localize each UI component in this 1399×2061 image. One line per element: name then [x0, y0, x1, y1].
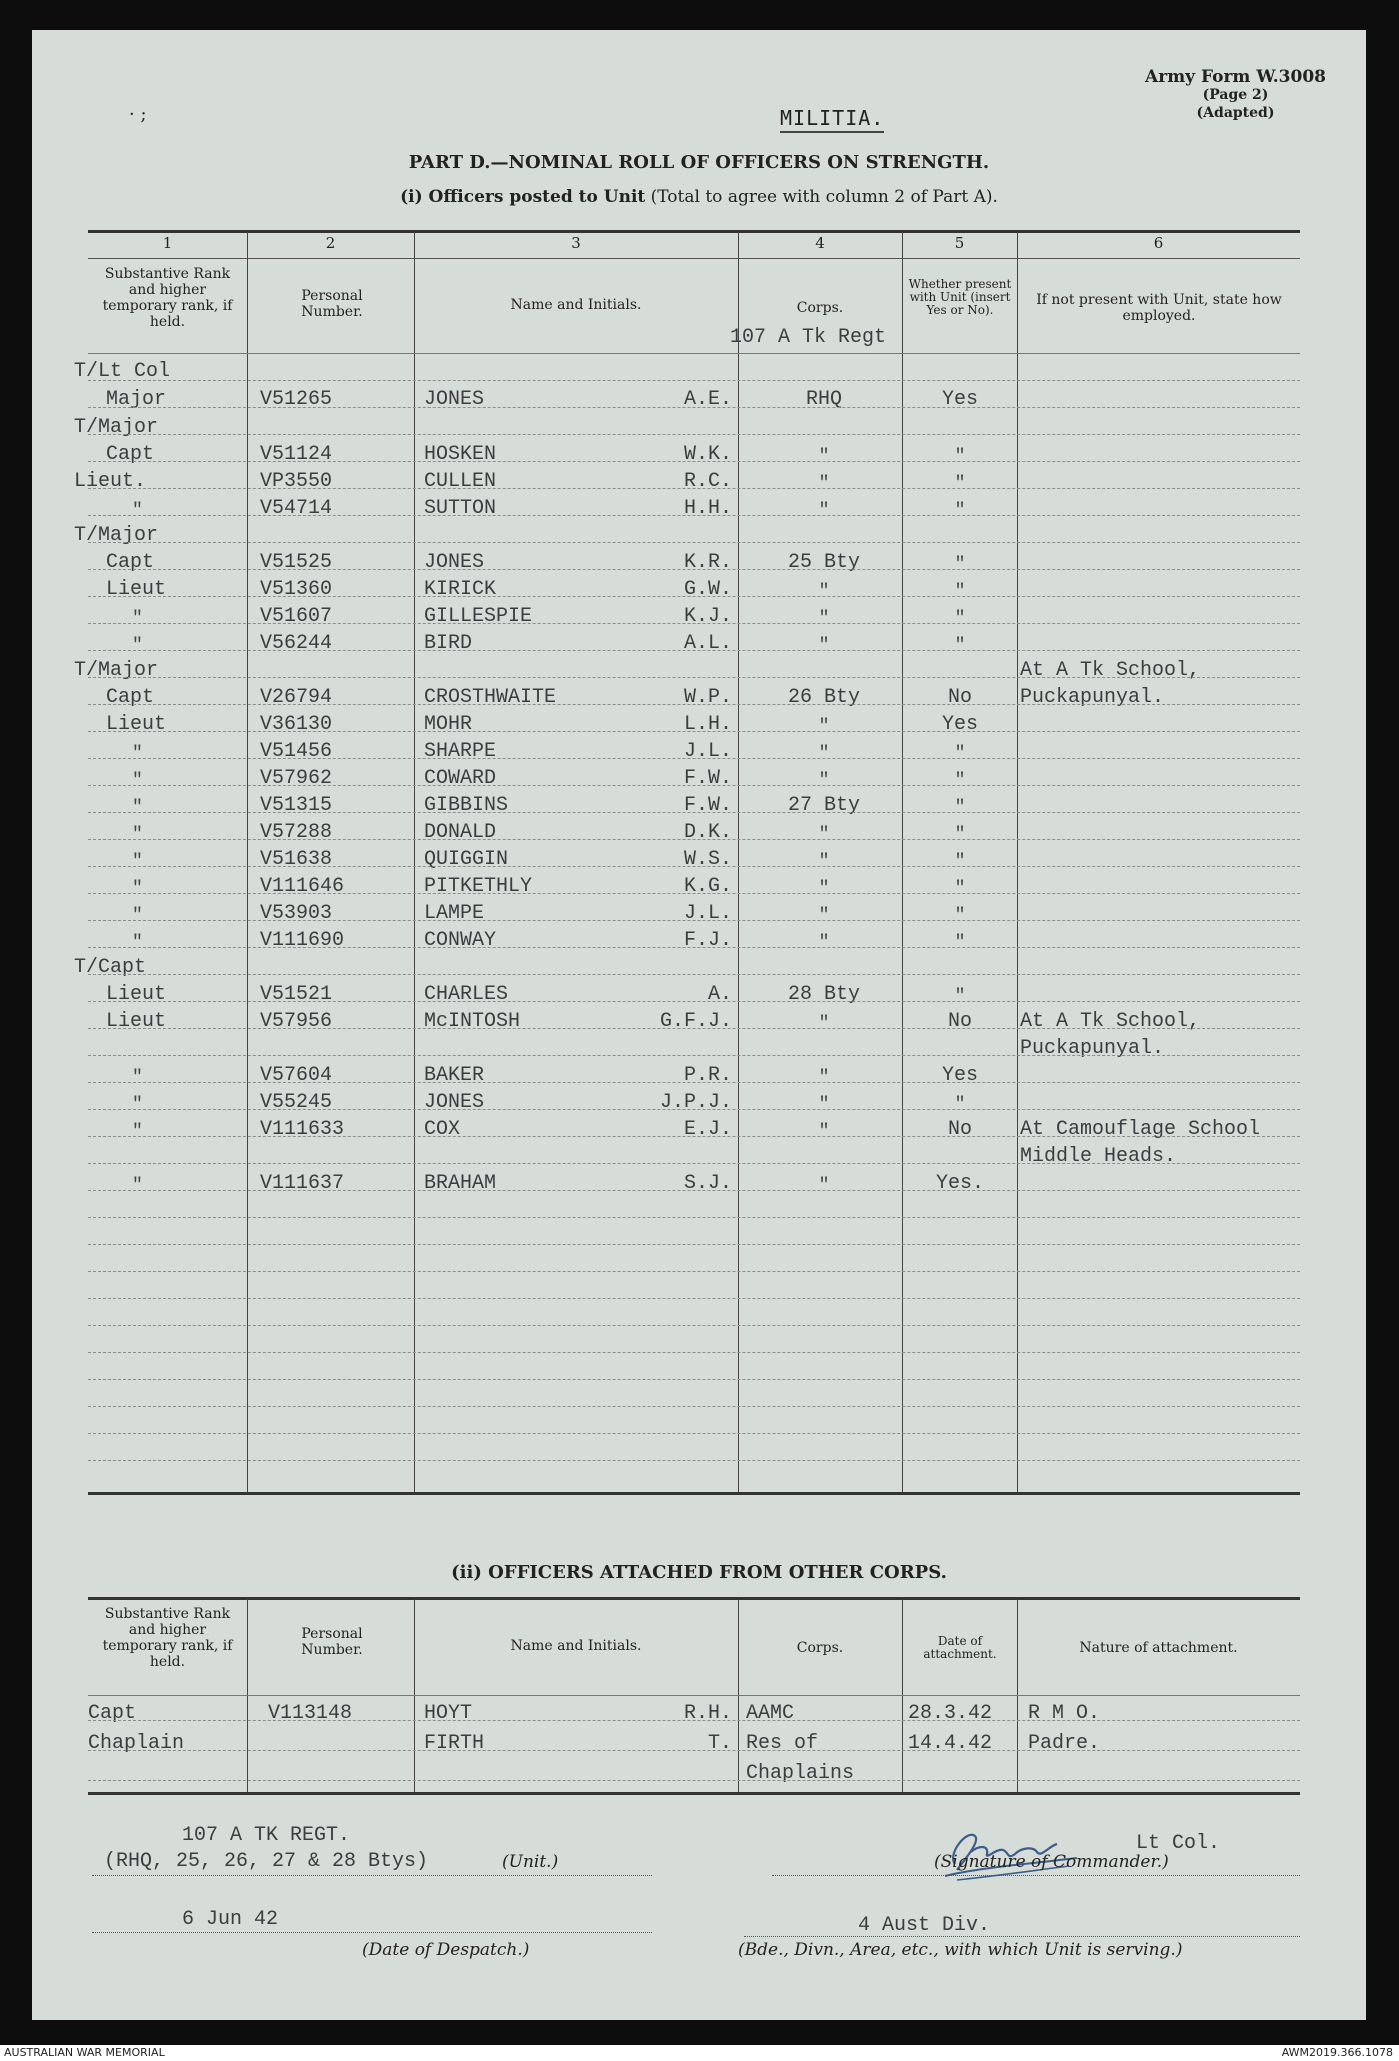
cell-num: V51265 [260, 388, 333, 411]
cell-initials: K.J. [683, 605, 732, 628]
row-guide-line [88, 704, 1300, 705]
cell-present: " [954, 906, 966, 926]
cell-corps: " [818, 447, 830, 467]
cell-corps: " [818, 474, 830, 494]
formation-line [744, 1936, 1300, 1937]
cell-rank: Major [106, 388, 167, 411]
row-guide-line [88, 1298, 1300, 1299]
table1-col-divider [1017, 232, 1018, 1492]
cell-num: V55245 [260, 1091, 333, 1114]
row-guide-line [88, 1082, 1300, 1083]
cell-corps: " [818, 933, 830, 953]
cell-present: No [947, 686, 972, 709]
cell-present: " [954, 744, 966, 764]
archive-caption [0, 2045, 1399, 2061]
cell-present: " [954, 555, 966, 575]
row-guide-line [88, 596, 1300, 597]
col-number-1: 1 [162, 234, 173, 252]
cell-corps: " [818, 879, 830, 899]
cell-rank: Capt [106, 443, 155, 466]
margin-mark: · ; [129, 104, 147, 125]
cell-initials: F.J. [683, 929, 732, 952]
row-guide-line [88, 1325, 1300, 1326]
header-present: Whether present with Unit (insert Yes or No). [908, 277, 1012, 317]
cell-corps: 28 Bty [787, 983, 860, 1006]
cell-rank: " [132, 771, 143, 791]
cell-initials: W.K. [683, 443, 732, 466]
row-guide-line [88, 920, 1300, 921]
row-guide-line [88, 1750, 1300, 1751]
row-guide-line [88, 488, 1300, 489]
signature-caption: (Signature of Commander.) [934, 1852, 1169, 1872]
militia-stamp: MILITIA. [780, 106, 884, 133]
row-guide-line [88, 1001, 1300, 1002]
cell-num: V57956 [260, 1010, 333, 1033]
cell-initials: F.W. [683, 767, 732, 790]
cell-initials: A.L. [683, 632, 732, 655]
cell-present: " [954, 771, 966, 791]
row-guide-line [88, 974, 1300, 975]
cell-employed: Middle Heads. [1020, 1145, 1177, 1168]
cell-name: HOYT [424, 1702, 473, 1725]
cell-present: Yes [941, 713, 978, 736]
cell-num: V51638 [260, 848, 333, 871]
cell-corps: " [818, 771, 830, 791]
row-guide-line [88, 1028, 1300, 1029]
cell-rank: " [132, 1095, 143, 1115]
table2-header-date: Date of attachment. [923, 1634, 997, 1661]
formation-caption: (Bde., Divn., Area, etc., with which Unit is serving.) [738, 1940, 1183, 1960]
cell-rank: Capt [106, 551, 155, 574]
cell-name: MOHR [424, 713, 473, 736]
cell-corps: " [818, 1176, 830, 1196]
cell-rank: " [132, 1068, 143, 1088]
cell-present: " [954, 447, 966, 467]
cell-name: SHARPE [424, 740, 497, 763]
row-guide-line [88, 407, 1300, 408]
cell-corps: " [818, 825, 830, 845]
row-guide-line [88, 893, 1300, 894]
row-guide-line [88, 677, 1300, 678]
table1-col-divider [738, 232, 739, 1492]
row-guide-line [88, 1109, 1300, 1110]
section2-title: (ii) OFFICERS ATTACHED FROM OTHER CORPS. [451, 1562, 947, 1583]
cell-corps: RHQ [805, 388, 842, 411]
cell-present: " [954, 582, 966, 602]
cell-num: V51525 [260, 551, 333, 574]
formation-name: 4 Aust Div. [858, 1914, 991, 1937]
cell-present: No [947, 1118, 972, 1141]
cell-present: Yes. [935, 1172, 984, 1195]
row-guide-line [88, 623, 1300, 624]
row-guide-line [88, 1163, 1300, 1164]
cell-corps: " [818, 717, 830, 737]
archive-name: AUSTRALIAN WAR MEMORIAL [4, 2046, 165, 2059]
cell-present: " [954, 501, 966, 521]
form-adapted: (Adapted) [1196, 105, 1275, 121]
subtitle-bold: (i) Officers posted to Unit [400, 187, 646, 207]
cell-initials: W.P. [683, 686, 732, 709]
cell-corps: " [818, 906, 830, 926]
row-guide-line [88, 1406, 1300, 1407]
row-guide-line [88, 1379, 1300, 1380]
cell-rank: T/Major [74, 416, 159, 439]
cell-present: " [954, 879, 966, 899]
cell-num: V51315 [260, 794, 333, 817]
cell-corps: 27 Bty [787, 794, 860, 817]
cell-name: CULLEN [424, 470, 497, 493]
col-number-3: 3 [571, 234, 581, 252]
cell-present: " [954, 1095, 966, 1115]
row-guide-line [88, 731, 1300, 732]
cell-initials: A. [707, 983, 732, 1006]
table1-col-divider [414, 232, 415, 1492]
cell-present: " [954, 609, 966, 629]
cell-num: V51521 [260, 983, 333, 1006]
row-guide-line [88, 434, 1300, 435]
cell-initials: K.G. [683, 875, 732, 898]
table2-header-corps: Corps. [796, 1640, 844, 1656]
row-guide-line [88, 785, 1300, 786]
table2-header-nature: Nature of attachment. [1079, 1640, 1238, 1656]
cell-corps: 25 Bty [787, 551, 860, 574]
header-corps: Corps. [796, 300, 844, 316]
table2-header-name: Name and Initials. [510, 1638, 642, 1654]
cell-name: BIRD [424, 632, 473, 655]
cell-present: " [954, 933, 966, 953]
cell-present: " [954, 636, 966, 656]
cell-rank: " [132, 852, 143, 872]
cell-rank: " [132, 636, 143, 656]
archive-reference: AWM2019.366.1078 [1281, 2046, 1393, 2059]
cell-num: V26794 [260, 686, 333, 709]
cell-rank: " [132, 744, 143, 764]
unit-caption: (Unit.) [502, 1852, 559, 1872]
row-guide-line [88, 1720, 1300, 1721]
cell-num: V51124 [260, 443, 333, 466]
date-line [92, 1932, 652, 1933]
cell-employed: Puckapunyal. [1020, 1037, 1165, 1060]
cell-date: 14.4.42 [908, 1732, 993, 1755]
cell-rank: Lieut. [74, 470, 147, 493]
cell-initials: J.L. [683, 740, 732, 763]
table2-top-rule [88, 1597, 1300, 1600]
cell-nature: R M O. [1028, 1702, 1101, 1725]
row-guide-line [88, 542, 1300, 543]
cell-num: V57604 [260, 1064, 333, 1087]
section-subtitle [32, 187, 1366, 207]
cell-rank: T/Lt Col [74, 360, 171, 383]
cell-name: CONWAY [424, 929, 497, 952]
cell-init: R.H. [683, 1702, 732, 1725]
header-employed: If not present with Unit, state how employed. [1036, 292, 1282, 324]
cell-rank: T/Capt [74, 956, 147, 979]
row-guide-line [88, 758, 1300, 759]
col-number-4: 4 [815, 234, 825, 252]
cell-initials: J.L. [683, 902, 732, 925]
row-guide-line [88, 1271, 1300, 1272]
row-guide-line [88, 650, 1300, 651]
form-identifier [1145, 68, 1326, 122]
cell-num: V51360 [260, 578, 333, 601]
cell-corps: " [818, 744, 830, 764]
cell-rank: " [132, 609, 143, 629]
cell-employed: At Camouflage School [1020, 1118, 1261, 1141]
part-title: PART D.—NOMINAL ROLL OF OFFICERS ON STRENGTH. [408, 152, 990, 173]
cell-rank: " [132, 906, 143, 926]
cell-name: COWARD [424, 767, 497, 790]
cell-initials: E.J. [683, 1118, 732, 1141]
cell-name: FIRTH [424, 1732, 485, 1755]
cell-corps: " [818, 582, 830, 602]
unit-line [92, 1875, 652, 1876]
cell-rank: T/Major [74, 524, 159, 547]
cell-name: DONALD [424, 821, 497, 844]
signature-line [772, 1875, 1300, 1876]
subtitle-rest: (Total to agree with column 2 of Part A). [645, 187, 998, 207]
row-guide-line [88, 1190, 1300, 1191]
row-guide-line [88, 461, 1300, 462]
table1-top-rule [88, 230, 1300, 233]
row-guide-line [88, 1433, 1300, 1434]
table2-header-rank: Substantive Rank and higher temporary rank, if held. [102, 1606, 233, 1670]
cell-initials: W.S. [683, 848, 732, 871]
cell-name: GIBBINS [424, 794, 509, 817]
cell-name: LAMPE [424, 902, 485, 925]
col-number-2: 2 [325, 234, 336, 252]
cell-rank: Capt [106, 686, 155, 709]
cell-name: BAKER [424, 1064, 485, 1087]
cell-initials: F.W. [683, 794, 732, 817]
col-number-6: 6 [1153, 234, 1164, 252]
cell-num: V111637 [260, 1172, 345, 1195]
cell-num: V53903 [260, 902, 333, 925]
cell-name: CHARLES [424, 983, 509, 1006]
row-guide-line [88, 1136, 1300, 1137]
cell-employed: At A Tk School, [1020, 1010, 1201, 1033]
cell-employed: At A Tk School, [1020, 659, 1201, 682]
table2-header-number: Personal Number. [301, 1626, 363, 1658]
cell-nature: Padre. [1028, 1732, 1101, 1755]
cell-present: Yes [941, 1064, 978, 1087]
cell-initials: S.J. [683, 1172, 732, 1195]
row-guide-line [88, 1217, 1300, 1218]
cell-corps: AAMC [746, 1702, 795, 1725]
cell-initials: K.R. [683, 551, 732, 574]
row-guide-line [88, 515, 1300, 516]
cell-num: V111633 [260, 1118, 345, 1141]
cell-num: V111690 [260, 929, 345, 952]
cell-name: JONES [424, 1091, 485, 1114]
cell-corps: " [818, 1122, 830, 1142]
form-sheet [32, 30, 1366, 2020]
row-guide-line [88, 1352, 1300, 1353]
table2-bottom-rule [88, 1792, 1300, 1795]
unit-stamp: 107 A Tk Regt [730, 326, 887, 349]
row-guide-line [88, 812, 1300, 813]
cell-present: " [954, 825, 966, 845]
cell-rank: Lieut [106, 578, 167, 601]
row-guide-line [88, 1780, 1300, 1781]
cell-initials: J.P.J. [659, 1091, 732, 1114]
cell-rank: Lieut [106, 1010, 167, 1033]
cell-name: KIRICK [424, 578, 497, 601]
cell-num: V54714 [260, 497, 333, 520]
commander-rank: Lt Col. [1136, 1832, 1221, 1855]
form-id: Army Form W.3008 [1145, 67, 1326, 87]
cell-num: V51456 [260, 740, 333, 763]
cell-name: JONES [424, 388, 485, 411]
cell-initials: P.R. [683, 1064, 732, 1087]
form-page: (Page 2) [1202, 87, 1269, 103]
cell-employed: Puckapunyal. [1020, 686, 1165, 709]
cell-name: CROSTHWAITE [424, 686, 557, 709]
cell-init: T. [707, 1732, 732, 1755]
table1-bottom-rule [88, 1492, 1300, 1495]
cell-rank: Lieut [106, 713, 167, 736]
cell-name: BRAHAM [424, 1172, 497, 1195]
row-guide-line [88, 839, 1300, 840]
cell-corps: " [818, 852, 830, 872]
cell-name: SUTTON [424, 497, 497, 520]
cell-corps: " [818, 1095, 830, 1115]
header-personal-number: Personal Number. [301, 288, 363, 320]
cell-rank: " [132, 825, 143, 845]
cell-corps: " [818, 636, 830, 656]
cell-initials: G.W. [683, 578, 732, 601]
cell-present: Yes [941, 388, 978, 411]
cell-rank: " [132, 879, 143, 899]
cell-num: V57288 [260, 821, 333, 844]
cell-corps: " [818, 1068, 830, 1088]
cell-initials: R.C. [683, 470, 732, 493]
row-guide-line [88, 380, 1300, 381]
cell-num: V56244 [260, 632, 333, 655]
row-guide-line [88, 947, 1300, 948]
cell-date: 28.3.42 [908, 1702, 993, 1725]
row-guide-line [88, 1244, 1300, 1245]
cell-num: V113148 [268, 1702, 353, 1725]
cell-initials: A.E. [683, 388, 732, 411]
cell-num: V36130 [260, 713, 333, 736]
unit-name-line2: (RHQ, 25, 26, 27 & 28 Btys) [104, 1850, 429, 1873]
cell-initials: D.K. [683, 821, 732, 844]
cell-name: JONES [424, 551, 485, 574]
cell-corps: Res of [746, 1732, 819, 1755]
cell-num: V111646 [260, 875, 345, 898]
table2-header-rule [88, 1695, 1300, 1696]
cell-corps: " [818, 501, 830, 521]
cell-present: " [954, 798, 966, 818]
cell-present: " [954, 987, 966, 1007]
cell-initials: L.H. [683, 713, 732, 736]
cell-name: PITKETHLY [424, 875, 533, 898]
despatch-date: 6 Jun 42 [182, 1908, 279, 1931]
cell-rank: " [132, 798, 143, 818]
cell-present: " [954, 852, 966, 872]
cell-rank: T/Major [74, 659, 159, 682]
table1-col-divider [247, 232, 248, 1492]
date-caption: (Date of Despatch.) [362, 1940, 530, 1960]
row-guide-line [88, 1460, 1300, 1461]
cell-name: GILLESPIE [424, 605, 533, 628]
cell-rank: Capt [88, 1702, 137, 1725]
cell-corps: " [818, 1014, 830, 1034]
cell-present: No [947, 1010, 972, 1033]
col-number-5: 5 [954, 234, 965, 252]
header-name: Name and Initials. [510, 297, 642, 313]
cell-num: V51607 [260, 605, 333, 628]
cell-rank: " [132, 1122, 143, 1142]
cell-rank: Lieut [106, 983, 167, 1006]
cell-corps: " [818, 609, 830, 629]
cell-initials: H.H. [683, 497, 732, 520]
cell-rank: " [132, 501, 143, 521]
table1-header-rule [88, 353, 1300, 354]
table1-colnum-rule [88, 258, 1300, 259]
cell-name: COX [424, 1118, 461, 1141]
cell-rank: " [132, 1176, 143, 1196]
header-rank: Substantive Rank and higher temporary rank, if held. [102, 266, 233, 330]
row-guide-line [88, 1055, 1300, 1056]
cell-name: McINTOSH [424, 1010, 521, 1033]
cell-name: HOSKEN [424, 443, 497, 466]
cell-present: " [954, 474, 966, 494]
cell-num: VP3550 [260, 470, 333, 493]
cell-initials: G.F.J. [659, 1010, 732, 1033]
cell-num: V57962 [260, 767, 333, 790]
cell-name: QUIGGIN [424, 848, 509, 871]
row-guide-line [88, 866, 1300, 867]
unit-name-line1: 107 A TK REGT. [182, 1824, 351, 1847]
row-guide-line [88, 569, 1300, 570]
cell-corps: Chaplains [746, 1762, 855, 1785]
cell-rank: Chaplain [88, 1732, 185, 1755]
cell-rank: " [132, 933, 143, 953]
cell-corps: 26 Bty [787, 686, 860, 709]
